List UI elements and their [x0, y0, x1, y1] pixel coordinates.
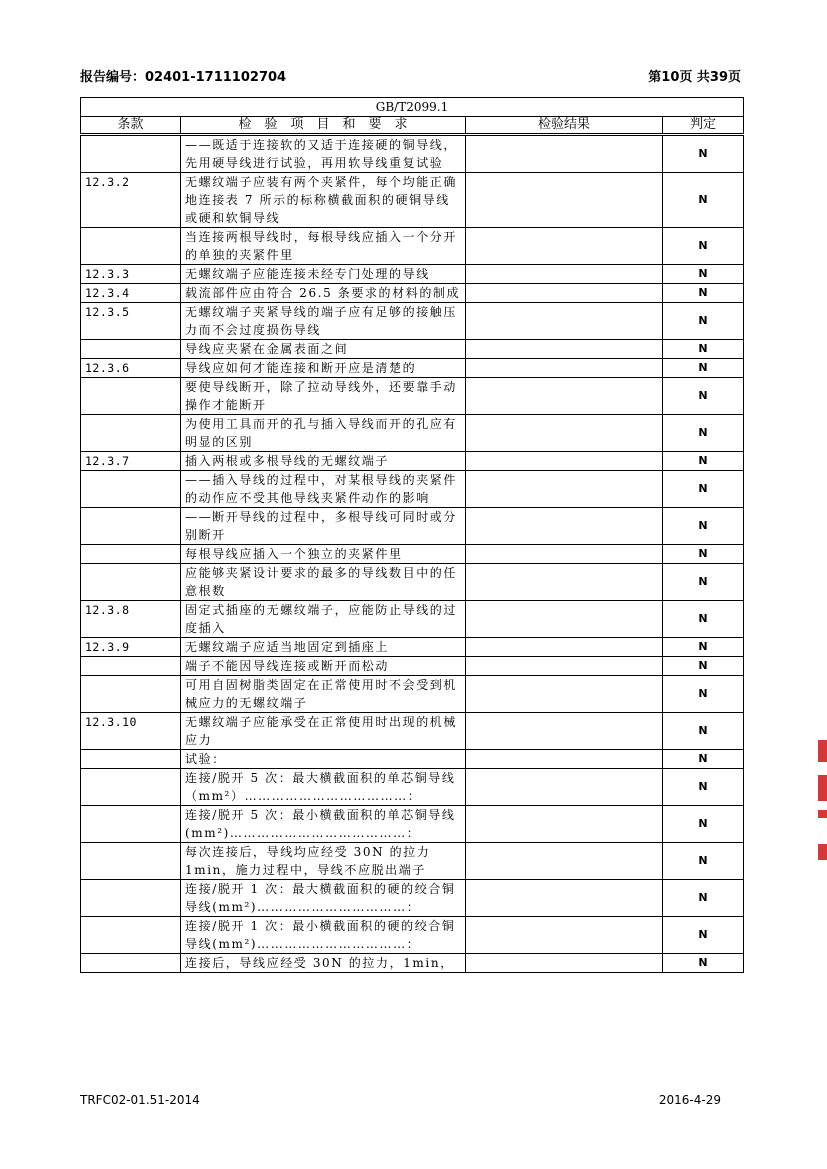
result-cell: [466, 452, 663, 471]
result-cell: [466, 657, 663, 676]
verdict-cell: N: [663, 508, 744, 545]
result-cell: [466, 880, 663, 917]
result-cell: [466, 638, 663, 657]
clause-cell: [81, 917, 181, 954]
requirement-cell: 无螺纹端子夹紧导线的端子应有足够的接触压力而不会过度损伤导线: [181, 303, 466, 340]
verdict-cell: N: [663, 676, 744, 713]
table-row: [81, 713, 744, 750]
table-row: [81, 340, 744, 359]
clause-cell: 12.3.6: [81, 359, 181, 378]
table-row: [81, 173, 744, 228]
result-cell: [466, 564, 663, 601]
table-row: [81, 284, 744, 303]
verdict-cell: N: [663, 135, 744, 173]
clause-cell: [81, 471, 181, 508]
verdict-cell: N: [663, 769, 744, 806]
requirement-cell: 要使导线断开，除了拉动导线外，还要靠手动操作才能断开: [181, 378, 466, 415]
table-row: [81, 415, 744, 452]
clause-cell: 12.3.10: [81, 713, 181, 750]
verdict-cell: N: [663, 638, 744, 657]
verdict-cell: N: [663, 452, 744, 471]
requirement-cell: 插入两根或多根导线的无螺纹端子: [181, 452, 466, 471]
column-header-row: [81, 117, 744, 135]
table-row: [81, 601, 744, 638]
result-cell: [466, 415, 663, 452]
requirement-cell: 连接/脱开 1 次：最大横截面积的硬的绞合铜导线(mm²)……………………………：: [181, 880, 466, 917]
result-cell: [466, 917, 663, 954]
verdict-cell: N: [663, 415, 744, 452]
verdict-cell: N: [663, 601, 744, 638]
requirement-cell: 端子不能因导线连接或断开而松动: [181, 657, 466, 676]
clause-cell: [81, 564, 181, 601]
result-cell: [466, 545, 663, 564]
verdict-cell: N: [663, 378, 744, 415]
table-row: [81, 135, 744, 173]
verdict-cell: N: [663, 265, 744, 284]
verdict-cell: N: [663, 713, 744, 750]
requirement-cell: 固定式插座的无螺纹端子，应能防止导线的过度插入: [181, 601, 466, 638]
column-header-clause: 条款: [81, 117, 181, 135]
clause-cell: [81, 657, 181, 676]
requirement-cell: ——既适于连接软的又适于连接硬的铜导线，先用硬导线进行试验，再用软导线重复试验: [181, 135, 466, 173]
verdict-cell: N: [663, 750, 744, 769]
requirement-cell: 试验：: [181, 750, 466, 769]
inspection-table: [80, 97, 744, 973]
result-cell: [466, 769, 663, 806]
result-cell: [466, 378, 663, 415]
table-row: [81, 303, 744, 340]
table-row: [81, 359, 744, 378]
result-cell: [466, 508, 663, 545]
verdict-cell: N: [663, 843, 744, 880]
table-row: [81, 378, 744, 415]
result-cell: [466, 806, 663, 843]
clause-cell: [81, 769, 181, 806]
table-row: [81, 545, 744, 564]
requirement-cell: ——插入导线的过程中，对某根导线的夹紧件的动作应不受其他导线夹紧件动作的影响: [181, 471, 466, 508]
table-row: [81, 676, 744, 713]
clause-cell: 12.3.4: [81, 284, 181, 303]
requirement-cell: 连接后，导线应经受 30N 的拉力，1min，: [181, 954, 466, 973]
clause-cell: 12.3.8: [81, 601, 181, 638]
requirement-cell: 连接/脱开 5 次：最大横截面积的单芯铜导线（mm²）………………………………：: [181, 769, 466, 806]
table-row: [81, 452, 744, 471]
table-row: [81, 954, 744, 973]
table-row: [81, 228, 744, 265]
page-header: [80, 66, 741, 86]
clause-cell: [81, 676, 181, 713]
table-row: [81, 638, 744, 657]
verdict-cell: N: [663, 657, 744, 676]
table-row: [81, 657, 744, 676]
table-row: [81, 917, 744, 954]
requirement-cell: 无螺纹端子应适当地固定到插座上: [181, 638, 466, 657]
column-header-result: 检验结果: [466, 117, 663, 135]
result-cell: [466, 601, 663, 638]
requirement-cell: 导线应如何才能连接和断开应是清楚的: [181, 359, 466, 378]
clause-cell: [81, 545, 181, 564]
report-number: 报告编号：02401-1711102704: [80, 70, 287, 85]
requirement-cell: 连接/脱开 1 次：最小横截面积的硬的绞合铜导线(mm²)……………………………：: [181, 917, 466, 954]
standard-code: GB/T2099.1: [81, 98, 744, 117]
result-cell: [466, 676, 663, 713]
table-body: [81, 135, 744, 973]
clause-cell: [81, 340, 181, 359]
table-row: [81, 564, 744, 601]
result-cell: [466, 713, 663, 750]
verdict-cell: N: [663, 228, 744, 265]
verdict-cell: N: [663, 880, 744, 917]
result-cell: [466, 284, 663, 303]
column-header-verdict: 判定: [663, 117, 744, 135]
clause-cell: [81, 378, 181, 415]
table-row: [81, 750, 744, 769]
verdict-cell: N: [663, 954, 744, 973]
result-cell: [466, 173, 663, 228]
requirement-cell: ——断开导线的过程中，多根导线可同时或分别断开: [181, 508, 466, 545]
verdict-cell: N: [663, 303, 744, 340]
standard-row: [81, 98, 744, 117]
clause-cell: 12.3.5: [81, 303, 181, 340]
form-date: 2016-4-29: [658, 1093, 721, 1107]
verdict-cell: N: [663, 284, 744, 303]
requirement-cell: 应能够夹紧设计要求的最多的导线数目中的任意根数: [181, 564, 466, 601]
clause-cell: [81, 415, 181, 452]
requirement-cell: 无螺纹端子应能连接未经专门处理的导线: [181, 265, 466, 284]
clause-cell: [81, 954, 181, 973]
requirement-cell: 无螺纹端子应能承受在正常使用时出现的机械应力: [181, 713, 466, 750]
result-cell: [466, 843, 663, 880]
result-cell: [466, 750, 663, 769]
result-cell: [466, 359, 663, 378]
requirement-cell: 无螺纹端子应装有两个夹紧件，每个均能正确地连接表 7 所示的标称横截面积的硬铜导线或硬和软铜导线: [181, 173, 466, 228]
clause-cell: [81, 135, 181, 173]
result-cell: [466, 228, 663, 265]
table-row: [81, 806, 744, 843]
verdict-cell: N: [663, 359, 744, 378]
verdict-cell: N: [663, 564, 744, 601]
clause-cell: 12.3.7: [81, 452, 181, 471]
verdict-cell: N: [663, 471, 744, 508]
clause-cell: [81, 228, 181, 265]
requirement-cell: 载流部件应由符合 26.5 条要求的材料的制成: [181, 284, 466, 303]
result-cell: [466, 471, 663, 508]
requirement-cell: 可用自固树脂类固定在正常使用时不会受到机械应力的无螺纹端子: [181, 676, 466, 713]
requirement-cell: 当连接两根导线时，每根导线应插入一个分开的单独的夹紧件里: [181, 228, 466, 265]
clause-cell: [81, 750, 181, 769]
verdict-cell: N: [663, 340, 744, 359]
verdict-cell: N: [663, 545, 744, 564]
requirement-cell: 连接/脱开 5 次：最小横截面积的单芯铜导线(mm²)…………………………………：: [181, 806, 466, 843]
result-cell: [466, 340, 663, 359]
table-row: [81, 769, 744, 806]
page-number: 第10页 共39页: [648, 70, 741, 85]
requirement-cell: 导线应夹紧在金属表面之间: [181, 340, 466, 359]
verdict-cell: N: [663, 806, 744, 843]
result-cell: [466, 303, 663, 340]
clause-cell: 12.3.3: [81, 265, 181, 284]
table-row: [81, 508, 744, 545]
result-cell: [466, 954, 663, 973]
red-seal-stamp: [818, 740, 827, 860]
requirement-cell: 每次连接后，导线均应经受 30N 的拉力 1min，施力过程中，导线不应脱出端子: [181, 843, 466, 880]
verdict-cell: N: [663, 173, 744, 228]
table-row: [81, 471, 744, 508]
clause-cell: [81, 843, 181, 880]
table-row: [81, 265, 744, 284]
requirement-cell: 为使用工具而开的孔与插入导线而开的孔应有明显的区别: [181, 415, 466, 452]
form-number: TRFC02-01.51-2014: [80, 1093, 200, 1107]
column-header-requirement: 检 验 项 目 和 要 求: [181, 117, 466, 135]
result-cell: [466, 135, 663, 173]
table-row: [81, 843, 744, 880]
verdict-cell: N: [663, 917, 744, 954]
clause-cell: [81, 806, 181, 843]
clause-cell: [81, 508, 181, 545]
clause-cell: 12.3.2: [81, 173, 181, 228]
clause-cell: [81, 880, 181, 917]
result-cell: [466, 265, 663, 284]
table-row: [81, 880, 744, 917]
requirement-cell: 每根导线应插入一个独立的夹紧件里: [181, 545, 466, 564]
clause-cell: 12.3.9: [81, 638, 181, 657]
